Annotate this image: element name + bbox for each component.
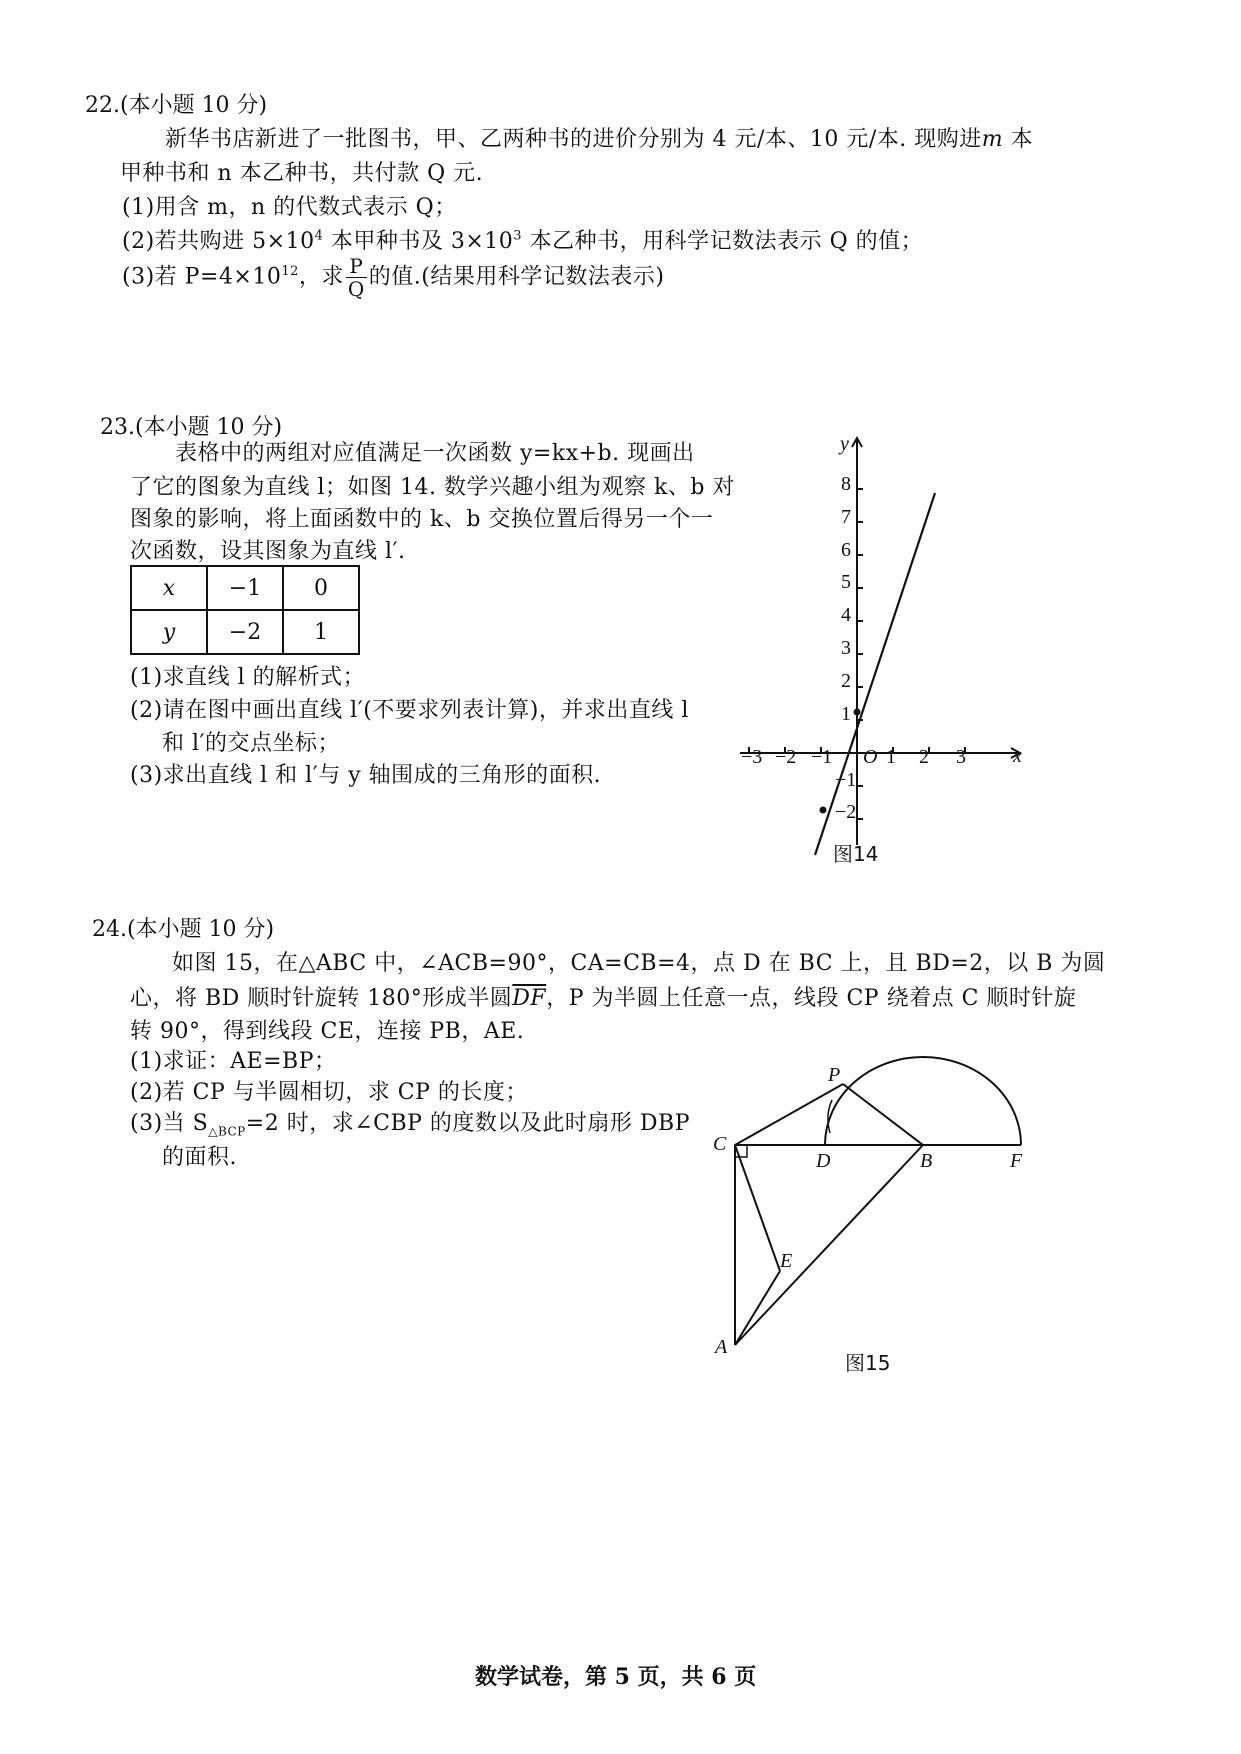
- q24-intro-line2: [130, 981, 1076, 1012]
- q24-part3-line1: [130, 1106, 690, 1138]
- q23-part2-line2: 和 l′的交点坐标；: [162, 731, 341, 756]
- q23-part3: (3)求出直线 l 和 l′与 y 轴围成的三角形的面积.: [130, 763, 602, 788]
- figure-15-caption: 图15: [845, 1351, 891, 1375]
- x-tick-label: −2: [775, 746, 797, 768]
- q22-fraction-numerator: P: [346, 255, 367, 278]
- q24-part2: (2)若 CP 与半圆相切，求 CP 的长度；: [130, 1080, 528, 1105]
- table-cell: x: [131, 566, 207, 610]
- y-tick-label: 3: [841, 637, 851, 659]
- y-axis-label: y: [840, 433, 849, 455]
- q23-part2-line1: (2)请在图中画出直线 l′(不要求列表计算)，并求出直线 l: [130, 698, 689, 723]
- q22-part3-text-c: 的值.(结果用科学记数法表示): [368, 264, 665, 290]
- q24-arc-df: $\overline{DF}$: [512, 986, 547, 1011]
- label-f: F: [1010, 1150, 1023, 1172]
- label-d: D: [816, 1150, 831, 1172]
- q22-part2: [122, 224, 923, 255]
- label-b: B: [920, 1150, 933, 1172]
- x-axis-label: x: [1013, 745, 1022, 767]
- q23-heading: 23.(本小题 10 分): [100, 415, 283, 440]
- q24-intro-line1: 如图 15，在△ABC 中，∠ACB=90°，CA=CB=4，点 D 在 BC 上，且 BD=2，以 B 为圆: [172, 951, 1106, 976]
- y-tick-label: 6: [841, 539, 851, 561]
- y-tick-label: 7: [841, 506, 851, 528]
- table-cell: 1: [283, 610, 359, 654]
- table-row-y: [131, 610, 359, 654]
- label-p: P: [828, 1064, 841, 1086]
- y-tick-label: 1: [841, 703, 851, 725]
- q22-part3-text-a: (3)若 P=4×10: [122, 264, 282, 290]
- q22-heading: 22.(本小题 10 分): [85, 93, 268, 118]
- origin-label: O: [863, 746, 878, 768]
- q22-intro-line2: 甲种书和 n 本乙种书，共付款 Q 元.: [120, 161, 484, 186]
- q22-intro-line1-text: 新华书店新进了一批图书，甲、乙两种书的进价分别为 4 元/本、10 元/本. 现购进: [165, 127, 982, 152]
- q24-intro-line3: 转 90°，得到线段 CE，连接 PB，AE.: [130, 1019, 525, 1044]
- q24-part3-text-b: =2 时，求∠CBP 的度数以及此时扇形 DBP: [245, 1111, 691, 1136]
- figure-14-graph: [735, 430, 1035, 870]
- q22-part3-exp: 12: [281, 264, 299, 280]
- x-tick-label: 1: [886, 746, 896, 768]
- q22-intro-line1-var: m: [981, 127, 1004, 152]
- segment-cp: [735, 1084, 843, 1145]
- q24-part3-text-a: (3)当 S: [130, 1111, 209, 1136]
- q22-part3-text-b: ，求: [298, 264, 344, 290]
- table-cell: y: [131, 610, 207, 654]
- x-tick-label: −3: [741, 746, 763, 768]
- q24-part1: (1)求证：AE=BP；: [130, 1049, 337, 1074]
- q22-part2-exp1: 4: [314, 228, 324, 244]
- q22-part3: [122, 255, 664, 300]
- segment-ea: [735, 1271, 780, 1345]
- table-cell: −2: [207, 610, 283, 654]
- q22-part2-text-c: 本乙种书，用科学记数法表示 Q 的值；: [522, 229, 924, 254]
- y-tick-label: 2: [841, 670, 851, 692]
- q22-part1: (1)用含 m，n 的代数式表示 Q；: [122, 195, 457, 220]
- y-tick-label: 8: [841, 473, 851, 495]
- q22-part2-exp2: 3: [513, 228, 523, 244]
- page-footer: 数学试卷，第 5 页，共 6 页: [475, 1664, 757, 1690]
- q23-intro-line3: 图象的影响，将上面函数中的 k、b 交换位置后得另一个一: [130, 507, 714, 532]
- figure-15-geometry: [710, 1055, 1050, 1365]
- y-tick-label: −1: [835, 769, 857, 791]
- segment-pb: [843, 1084, 923, 1145]
- q22-part2-text-b: 本甲种书及 3×10: [323, 229, 514, 254]
- x-tick-label: −1: [811, 746, 833, 768]
- y-tick-label: 4: [841, 604, 851, 626]
- label-c: C: [713, 1133, 727, 1155]
- table-cell: −1: [207, 566, 283, 610]
- q23-intro-line4: 次函数，设其图象为直线 l′.: [130, 539, 406, 564]
- q22-fraction-denominator: Q: [347, 277, 365, 301]
- line-l: [815, 493, 935, 855]
- x-tick-label: 2: [919, 746, 929, 768]
- q23-intro-line1: 表格中的两组对应值满足一次函数 y=kx+b. 现画出: [175, 441, 695, 466]
- y-tick-label: 5: [841, 571, 851, 593]
- q22-intro-line1-end: 本: [1003, 127, 1034, 152]
- y-tick-label: −2: [835, 801, 857, 823]
- semicircle-df: [825, 1057, 1021, 1145]
- point-0-1: [854, 709, 861, 716]
- q22-part2-text-a: (2)若共购进 5×10: [122, 229, 315, 254]
- table-row-x: [131, 566, 359, 610]
- q23-part1: (1)求直线 l 的解析式；: [130, 665, 366, 690]
- q24-part3-subscript: △BCP: [208, 1124, 246, 1139]
- segment-ab: [735, 1145, 923, 1345]
- label-e: E: [780, 1250, 793, 1272]
- q22-intro-line1: [165, 122, 1033, 153]
- point-neg1-neg2: [820, 807, 827, 814]
- q23-intro-line2: 了它的图象为直线 l；如图 14. 数学兴趣小组为观察 k、b 对: [130, 475, 735, 500]
- table-cell: 0: [283, 566, 359, 610]
- q24-part3-line2: 的面积.: [162, 1145, 237, 1170]
- q24-intro-line2-text-b: ，P 为半圆上任意一点，线段 CP 绕着点 C 顺时针旋: [546, 986, 1077, 1011]
- figure-14-caption: 图14: [833, 842, 879, 866]
- segment-ce: [735, 1145, 780, 1271]
- q24-heading: 24.(本小题 10 分): [92, 917, 275, 942]
- label-a: A: [715, 1336, 728, 1358]
- q23-value-table: [130, 565, 360, 655]
- q22-fraction: [346, 255, 367, 300]
- q24-intro-line2-text-a: 心，将 BD 顺时针旋转 180°形成半圆: [130, 986, 513, 1011]
- x-tick-label: 3: [956, 746, 966, 768]
